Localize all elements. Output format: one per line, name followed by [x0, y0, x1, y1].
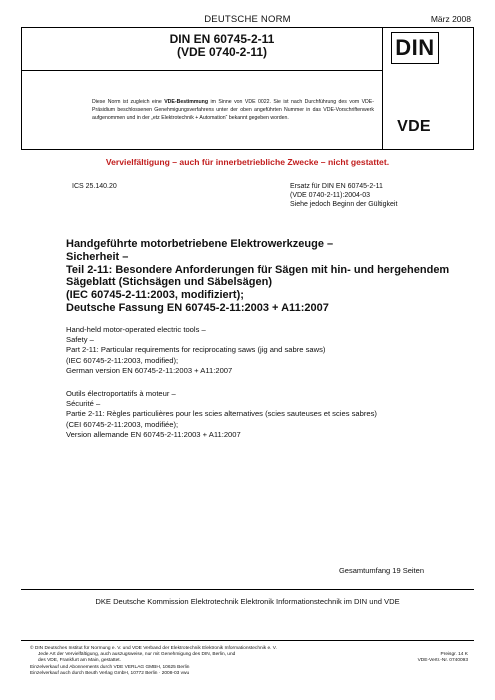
- vde-logo-text: VDE: [397, 118, 431, 135]
- frame-right-line: [473, 27, 474, 150]
- norm-number-block: [62, 33, 382, 59]
- title-german-line: (IEC 60745-2-11:2003, modifiziert);: [66, 289, 244, 302]
- frame-title-divider: [21, 70, 382, 71]
- title-french-line: Partie 2-11: Règles particulières pour les scies alternatives (scies sauteuses et scies sabres): [66, 409, 377, 419]
- title-french-line: (CEI 60745-2-11:2003, modifiée);: [66, 419, 179, 429]
- title-english-line: Part 2-11: Particular requirements for reciprocating saws (jig and sabre saws): [66, 345, 326, 355]
- title-english-line: Safety –: [66, 335, 94, 345]
- footer-top-line: [21, 640, 474, 641]
- vde-note-text-1: Diese Norm ist zugleich eine: [92, 99, 165, 105]
- copyright-line: © DIN Deutsches Institut für Normung e. V. und VDE Verband der Elektrotechnik Elektronik Informationstechnik e. V.: [30, 646, 277, 651]
- title-german-line: Sägeblatt (Stichsägen und Säbelsägen): [66, 276, 272, 289]
- standard-type-label: DEUTSCHE NORM: [204, 14, 291, 25]
- dke-committee: DKE Deutsche Kommission Elektrotechnik Elektronik Informationstechnik im DIN und VDE: [95, 597, 400, 606]
- din-logo-text: DIN: [395, 35, 435, 60]
- vde-regulation-note: [92, 99, 374, 122]
- dke-top-line: [21, 589, 474, 590]
- title-german-line: Deutsche Fassung EN 60745-2-11:2003 + A11:2007: [66, 301, 329, 314]
- vde-note-bold: VDE-Bestimmung: [164, 99, 208, 105]
- title-english-line: (IEC 60745-2-11:2003, modified);: [66, 355, 179, 365]
- frame-divider-line: [382, 27, 383, 150]
- vde-classification-number: (VDE 0740-2-11): [176, 45, 268, 59]
- copyright-line: des VDE, Frankfurt am Main, gestattet.: [38, 658, 121, 664]
- title-german-line: Sicherheit –: [66, 250, 129, 263]
- frame-left-line: [21, 27, 22, 150]
- frame-bottom-line: [21, 149, 474, 150]
- copyright-notice: [30, 646, 277, 677]
- replacement-line: (VDE 0740-2-11):2004-03: [290, 191, 371, 199]
- vde-logo: [393, 112, 435, 142]
- title-english-line: German version EN 60745-2-11:2003 + A11:2007: [66, 365, 233, 375]
- title-german: [66, 238, 466, 315]
- ics-code: ICS 25.140.20: [72, 183, 117, 190]
- title-german-line: Teil 2-11: Besondere Anforderungen für Sägen mit hin- und hergehendem: [66, 263, 450, 276]
- publication-date: März 2008: [430, 14, 471, 24]
- price-info: [418, 646, 468, 665]
- copyright-line: Einzelverkauf und Abonnements durch VDE VERLAG GMBH, 10625 Berlin: [30, 664, 190, 670]
- vde-note-text-2: im Sinne von VDE 0022. Sie ist nach Durchführung des vom VDE-Präsidium beschlossenen Genehmigungsverfahrens unter der oben angeführten Nummer in das VDE-Vorschriftenwerk aufgenommen und in der „etz Elektrotechnik + Automation“ bekannt gegeben worden.: [92, 99, 374, 121]
- frame-top-line: [21, 27, 474, 28]
- replacement-line: Siehe jedoch Beginn der Gültigkeit: [290, 200, 398, 208]
- copyright-line: Jede Art der Vervielfältigung, auch auszugsweise, nur mit Genehmigung des DIN, Berlin, und: [38, 652, 236, 658]
- replacement-note: [290, 183, 397, 209]
- title-french-line: Version allemande EN 60745-2-11:2003 + A11:2007: [66, 429, 241, 439]
- title-french-line: Outils électroportatifs à moteur –: [66, 389, 176, 398]
- vde-order-number: VDE-Vertr.-Nr. 0740093: [417, 658, 468, 664]
- title-english-line: Hand-held motor-operated electric tools –: [66, 325, 206, 334]
- title-french: [66, 389, 377, 440]
- norm-number: DIN EN 60745-2-11: [169, 32, 275, 46]
- replacement-line: Ersatz für DIN EN 60745-2-11: [290, 183, 383, 190]
- title-french-line: Sécurité –: [66, 399, 101, 409]
- total-pages: Gesamtumfang 19 Seiten: [338, 566, 424, 575]
- title-english: [66, 325, 325, 376]
- copy-warning: Vervielfältigung – auch für innerbetriebliche Zwecke – nicht gestattet.: [105, 157, 390, 167]
- title-german-line: Handgeführte motorbetriebene Elektrowerkzeuge –: [66, 238, 334, 250]
- copyright-line: Einzelverkauf auch durch Beuth Verlag GmbH, 10772 Berlin · 2008-03 vwu: [30, 670, 190, 676]
- price-group: Preisgr. 14 K: [440, 652, 468, 658]
- din-logo: [391, 32, 439, 64]
